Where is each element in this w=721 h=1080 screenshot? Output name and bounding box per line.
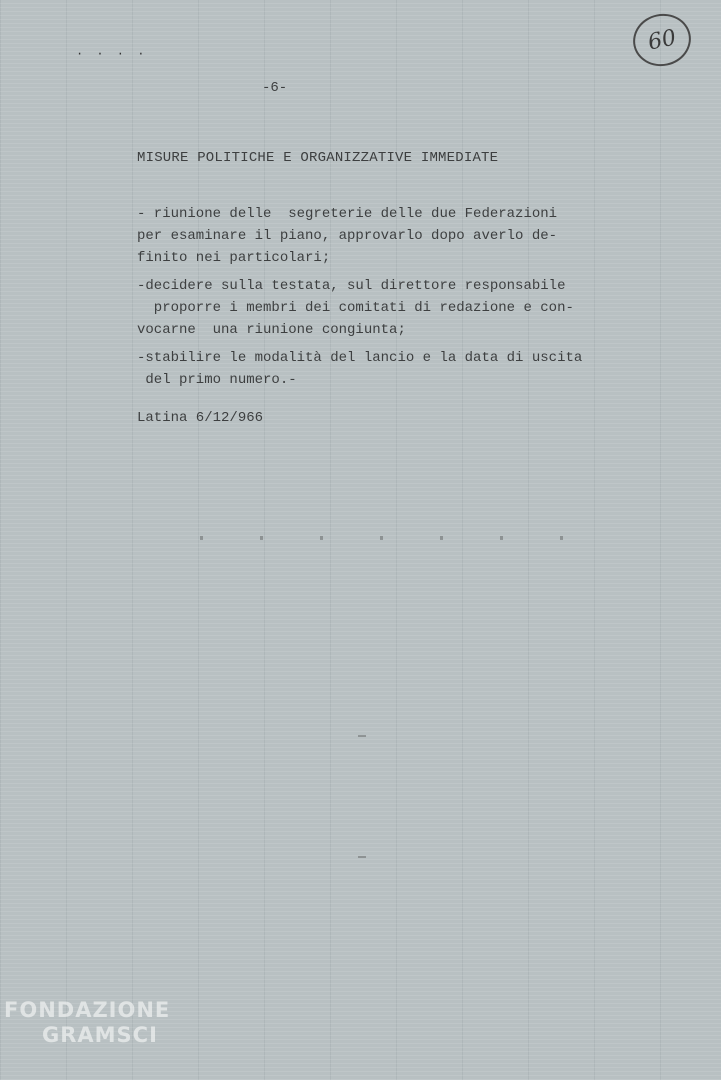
paragraph xyxy=(137,203,637,269)
text-line: -stabilire le modalità del lancio e la data di uscita xyxy=(137,350,583,366)
paragraph xyxy=(137,347,637,391)
text-line: - riunione delle segreterie delle due Federazioni xyxy=(137,206,558,222)
ink-mark xyxy=(358,735,366,737)
watermark-line: GRAMSCI xyxy=(42,1023,158,1047)
document-body xyxy=(137,203,637,429)
date-line: Latina 6/12/966 xyxy=(137,410,264,426)
watermark-line: FONDAZIONE xyxy=(4,998,171,1022)
page-number: -6- xyxy=(262,80,288,96)
text-line: -decidere sulla testata, sul direttore responsabile xyxy=(137,278,566,294)
page-marks: · · · · xyxy=(76,47,148,61)
text-line: proporre i membri dei comitati di redazione e con- xyxy=(137,300,574,316)
text-line: per esaminare il piano, approvarlo dopo averlo de- xyxy=(137,228,558,244)
watermark-logo xyxy=(4,1000,170,1046)
text-line: del primo numero.- xyxy=(137,372,297,388)
text-line: finito nei particolari; xyxy=(137,250,331,266)
folio-stamp xyxy=(628,9,696,72)
folio-number: 60 xyxy=(645,24,679,56)
text-line: vocarne una riunione congiunta; xyxy=(137,322,406,338)
ink-smudge xyxy=(200,536,600,540)
ink-mark xyxy=(358,856,366,858)
document-title: MISURE POLITICHE E ORGANIZZATIVE IMMEDIATE xyxy=(137,150,499,166)
paragraph xyxy=(137,275,637,341)
